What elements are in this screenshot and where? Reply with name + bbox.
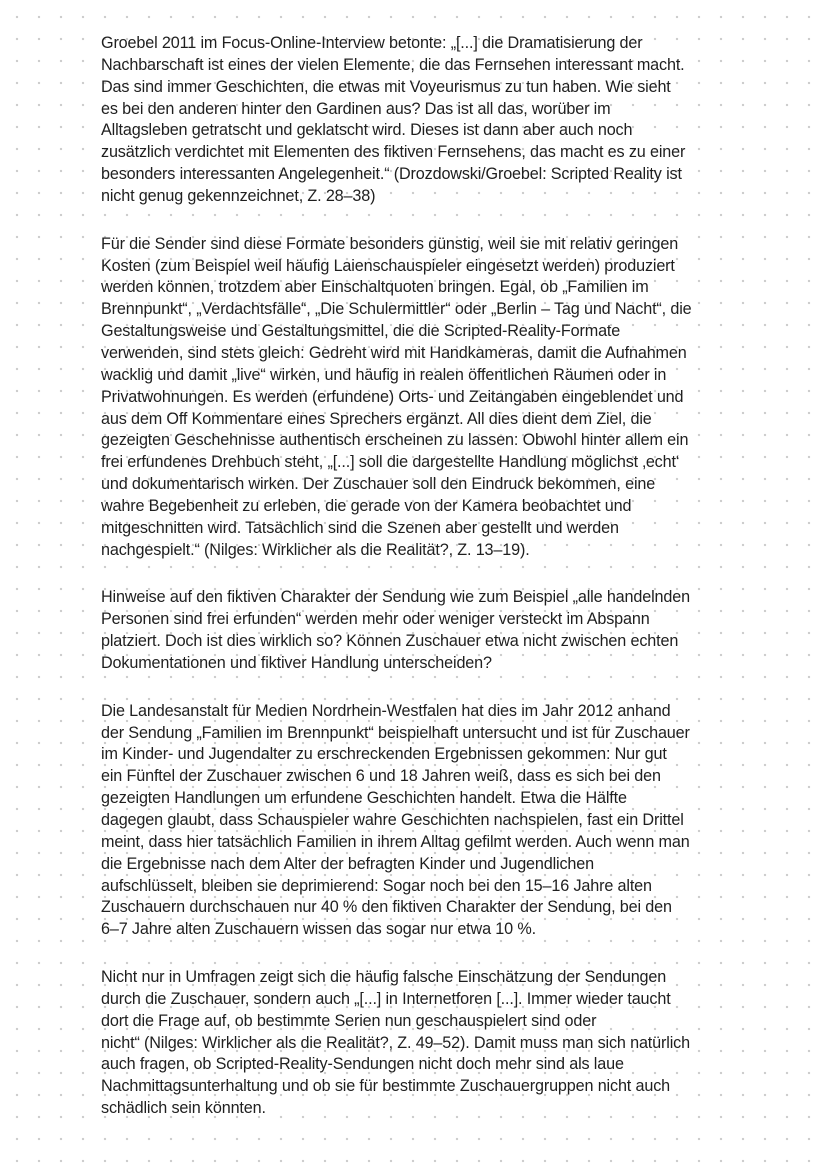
paragraph-formats-production: Für die Sender sind diese Formate besonders günstig, weil sie mit relativ geringen Kosten (zum Beispiel weil häufig Laienschauspieler eingesetzt werden) produziert werden können, trotzdem aber Einschaltquoten bringen. Egal, ob „Familien im Brennpunkt“, „Verdachtsfälle“, „Die Schulermittler“ oder „Berlin – Tag und Nacht“, die Gestaltungsweise und Gestaltungsmittel, die die Scripted-Reality-Formate verwenden, sind stets gleich: Gedreht wird mit Handkameras, damit die Aufnahmen wacklig und damit „live“ wirken, und häufig in realen öffentlichen Räumen oder in Privatwohnungen. Es werden (erfundene) Orts- und Zeitangaben eingeblendet und aus dem Off Kommentare eines Sprechers ergänzt. All dies dient dem Ziel, die gezeigten Geschehnisse authentisch erscheinen zu lassen: Obwohl hinter allem ein frei erfundenes Drehbuch steht, „[...] soll die dargestellte Handlung möglichst ‚echt‘ und dokumentarisch wirken. Der Zuschauer soll den Eindruck bekommen, eine wahre Begebenheit zu erleben, die gerade von der Kamera beobachtet und mitgeschnitten wird. Tatsächlich sind die Szenen aber gestellt und werden nachgespielt.“ (Nilges: Wirklicher als die Realität?, Z. 13–19). [101,234,692,559]
paragraph-fictional-notice: Hinweise auf den fiktiven Charakter der Sendung wie zum Beispiel „alle handelnden Personen sind frei erfunden“ werden mehr oder weniger versteckt im Abspann platziert. Doch ist dies wirklich so? Können Zuschauer etwa nicht zwischen echten Dokumentationen und fiktiver Handlung unterscheiden? [101,588,690,672]
paragraph-groebel-quote: Groebel 2011 im Focus-Online-Interview betonte: „[...] die Dramatisierung der Nachbarschaft ist eines der vielen Elemente, die das Fernsehen interessant macht. Das sind immer Geschichten, die etwas mit Voyeurismus zu tun haben. Wie sieht es bei den anderen hinter den Gardinen aus? Das ist all das, worüber im Alltagsleben getratscht und geklatscht wird. Dieses ist dann aber auch noch zusätzlich verdichtet mit Elementen des fiktiven Fernsehens, das macht es zu einer besonders interessanten Angelegenheit.“ (Drozdowski/Groebel: Scripted Reality ist nicht genug gekennzeichnet, Z. 28–38) [101,34,686,205]
paragraph-internet-forums: Nicht nur in Umfragen zeigt sich die häufig falsche Einschätzung der Sendungen durch die Zuschauer, sondern auch „[...] in Internetforen [...]. Immer wieder taucht dort die Frage auf, ob bestimmte Serien nun geschauspielert sind oder nicht“ (Nilges: Wirklicher als die Realität?, Z. 49–52). Damit muss man sich natürlich auch fragen, ob Scripted-Reality-Sendungen nicht doch mehr sind als laue Nachmittagsunterhaltung und ob sie für bestimmte Zuschauergruppen nicht auch schädlich sein könnten. [101,968,690,1118]
paragraph-lfm-study: Die Landesanstalt für Medien Nordrhein-Westfalen hat dies im Jahr 2012 anhand der Sendung „Familien im Brennpunkt“ beispielhaft untersucht und ist für Zuschauer im Kinder- und Jugendalter zu erschreckenden Ergebnissen gekommen: Nur gut ein Fünftel der Zuschauer zwischen 6 und 18 Jahren weiß, dass es sich bei den gezeigten Handlungen um erfundene Geschichten handelt. Etwa die Hälfte dagegen glaubt, dass Schauspieler wahre Geschichten nachspielen, fast ein Drittel meint, dass hier tatsächlich Familien in ihrem Alltag gefilmt werden. Auch wenn man die Ergebnisse nach dem Alter der befragten Kinder und Jugendlichen aufschlüsselt, bleiben sie deprimierend: Sogar noch bei den 15–16 Jahre alten Zuschauern durchschauen nur 40 % den fiktiven Charakter der Sendung, bei den 6–7 Jahre alten Zuschauern wissen das sogar nur etwa 10 %. [101,701,690,939]
document-page [101,33,741,1146]
